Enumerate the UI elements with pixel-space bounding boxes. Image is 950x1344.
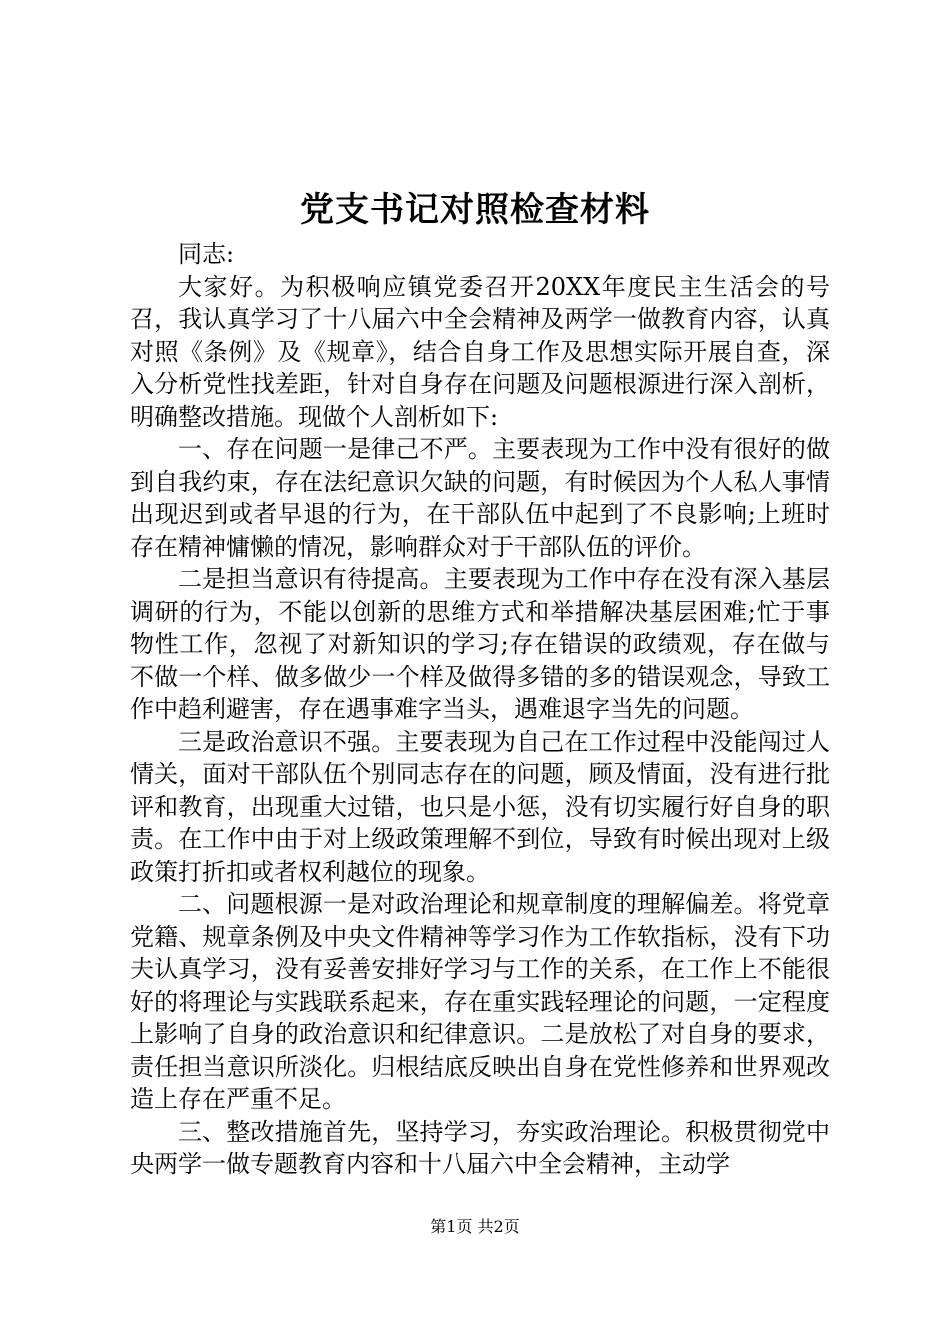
body-paragraph: 二是担当意识有待提高。主要表现为工作中存在没有深入基层调研的行为，不能以创新的思维方式和举措解决基层困难;忙于事物性工作，忽视了对新知识的学习;存在错误的政绩观，存在做与不做一个样、做多做少一个样及做得多错的多的错误观念，导致工作中趋利避害，存在遇事难字当头，遇难退字当先的问题。 — [130, 565, 830, 723]
document-title: 党支书记对照检查材料 — [300, 190, 650, 230]
body-paragraph: 三、整改措施首先，坚持学习，夯实政治理论。积极贯彻党中央两学一做专题教育内容和十八届六中全会精神，主动学 — [130, 1117, 830, 1178]
salutation: 同志: — [178, 240, 235, 268]
body-paragraph: 大家好。为积极响应镇党委召开20XX年度民主生活会的号召，我认真学习了十八届六中全会精神及两学一做教育内容，认真对照《条例》及《规章》，结合自身工作及思想实际开展自查，深入分析党性找差距，针对自身存在问题及问题根源进行深入剖析，明确整改措施。现做个人剖析如下: — [130, 272, 830, 431]
body-paragraph: 三是政治意识不强。主要表现为自己在工作过程中没能闯过人情关，面对干部队伍个别同志存在的问题，顾及情面，没有进行批评和教育，出现重大过错，也只是小惩，没有切实履行好自身的职责。在工作中由于对上级政策理解不到位，导致有时候出现对上级政策打折扣或者权利越位的现象。 — [130, 727, 830, 886]
body-paragraph: 一、存在问题一是律己不严。主要表现为工作中没有很好的做到自我约束，存在法纪意识欠缺的问题，有时候因为个人私人事情出现迟到或者早退的行为，在干部队伍中起到了不良影响;上班时存在精神慵懒的情况，影响群众对于干部队伍的评价。 — [130, 435, 830, 561]
page-footer: 第1页 共2页 — [430, 1217, 520, 1236]
document-body — [130, 238, 830, 1181]
body-paragraph: 二、问题根源一是对政治理论和规章制度的理解偏差。将党章党籍、规章条例及中央文件精神等学习作为工作软指标，没有下功夫认真学习，没有妥善安排好学习与工作的关系，在工作上不能很好的将理论与实践联系起来，存在重实践轻理论的问题，一定程度上影响了自身的政治意识和纪律意识。二是放松了对自身的要求，责任担当意识所淡化。归根结底反映出自身在党性修养和世界观改造上存在严重不足。 — [130, 890, 830, 1113]
